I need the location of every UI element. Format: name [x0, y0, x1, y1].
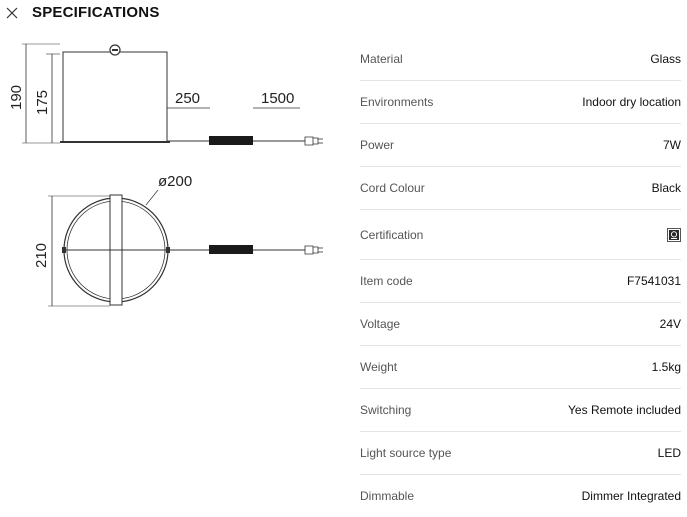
spec-label: Dimmable — [360, 489, 415, 503]
dim-height-total: 190 — [8, 84, 25, 110]
top-view — [48, 190, 323, 306]
spec-row-power — [360, 124, 681, 167]
spec-label: Certification — [360, 227, 424, 242]
spec-value: 24V — [659, 317, 681, 331]
technical-drawing — [0, 30, 340, 320]
spec-row-certification — [360, 210, 681, 260]
page-title: SPECIFICATIONS — [32, 4, 160, 21]
spec-label: Cord Colour — [360, 181, 425, 195]
spec-value: 7W — [663, 138, 681, 152]
specifications-list — [360, 38, 681, 517]
spec-value: LED — [657, 446, 681, 460]
dim-height-shade: 175 — [34, 89, 51, 115]
spec-row-light-source-type — [360, 432, 681, 475]
spec-row-voltage — [360, 303, 681, 346]
spec-value: Glass — [650, 52, 681, 66]
spec-label: Power — [360, 138, 395, 152]
shade-outline — [63, 52, 167, 142]
plug-outline-top — [305, 246, 318, 254]
spec-label: Weight — [360, 360, 398, 374]
spec-label: Light source type — [360, 446, 452, 460]
spec-row-material — [360, 38, 681, 81]
spec-value: 1.5kg — [651, 360, 681, 374]
spec-value: F7541031 — [626, 274, 681, 288]
spec-row-weight — [360, 346, 681, 389]
spec-row-cord-colour — [360, 167, 681, 210]
spec-row-environments — [360, 81, 681, 124]
close-icon — [4, 5, 20, 21]
dim-cord-b: 1500 — [261, 90, 295, 107]
spec-label: Item code — [360, 274, 413, 288]
close-button[interactable] — [4, 5, 20, 21]
driver-box — [209, 136, 253, 145]
plug-outline — [305, 137, 318, 145]
header — [0, 0, 687, 30]
spec-label: Voltage — [360, 317, 401, 331]
dim-cord-a: 250 — [175, 90, 201, 107]
spec-row-switching — [360, 389, 681, 432]
spec-value: Yes Remote included — [568, 403, 681, 417]
spec-value: Dimmer Integrated — [581, 489, 681, 503]
spec-value: Black — [651, 181, 681, 195]
dim-depth: 210 — [33, 242, 50, 268]
spec-label: Environments — [360, 95, 434, 109]
dim-diameter: ø200 — [158, 173, 193, 190]
spec-label: Material — [360, 52, 403, 66]
spec-row-dimmable — [360, 475, 681, 517]
spec-value: Indoor dry location — [582, 95, 681, 109]
certification-badge-icon — [667, 228, 681, 242]
driver-box-top — [209, 245, 253, 254]
spec-value — [667, 228, 681, 242]
diameter-leader — [146, 190, 158, 205]
spec-row-item-code — [360, 260, 681, 303]
spec-label: Switching — [360, 403, 412, 417]
